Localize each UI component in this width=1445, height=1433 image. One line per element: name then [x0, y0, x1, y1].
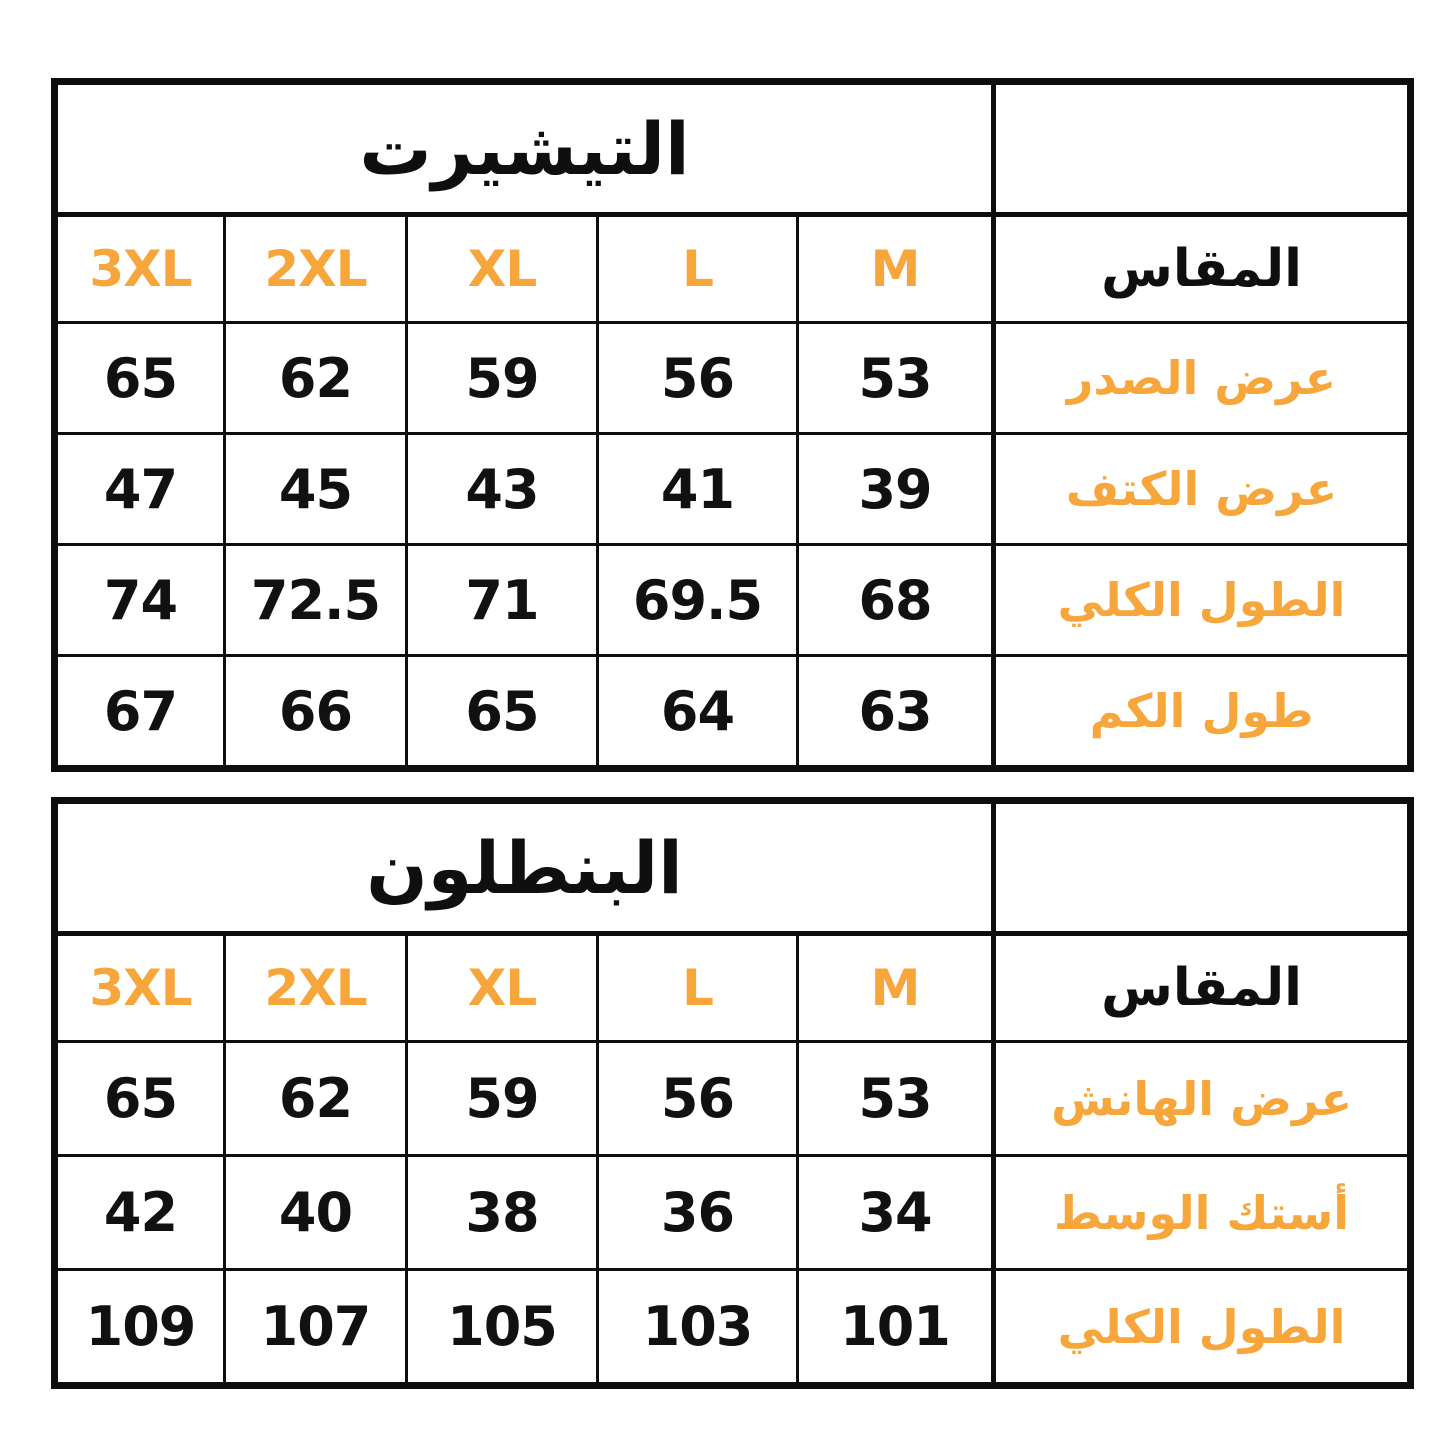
value-cell: 38 [407, 1156, 598, 1270]
value-cell: 39 [798, 434, 994, 545]
row-label: عرض الهانش [994, 1042, 1411, 1156]
pants-row-total-length [55, 1270, 1411, 1386]
value-cell: 103 [598, 1270, 798, 1386]
size-col-header-l: L [598, 215, 798, 323]
size-col-header-2xl: 2XL [225, 934, 407, 1042]
value-cell: 56 [598, 323, 798, 434]
value-cell: 71 [407, 545, 598, 656]
row-label: الطول الكلي [994, 545, 1411, 656]
pants-row-hip-width [55, 1042, 1411, 1156]
value-cell: 53 [798, 1042, 994, 1156]
value-cell: 36 [598, 1156, 798, 1270]
value-cell: 66 [225, 656, 407, 769]
tshirt-row-sleeve-length [55, 656, 1411, 769]
value-cell: 69.5 [598, 545, 798, 656]
tshirt-row-total-length [55, 545, 1411, 656]
size-col-header-2xl: 2XL [225, 215, 407, 323]
size-col-header-m: M [798, 215, 994, 323]
pants-table-title: البنطلون [55, 801, 994, 934]
pants-title-corner-cell [994, 801, 1411, 934]
row-label: طول الكم [994, 656, 1411, 769]
pants-size-table [51, 797, 1414, 1389]
value-cell: 65 [55, 323, 225, 434]
tshirt-table-title: التيشيرت [55, 82, 994, 215]
value-cell: 43 [407, 434, 598, 545]
value-cell: 107 [225, 1270, 407, 1386]
value-cell: 109 [55, 1270, 225, 1386]
tshirt-title-corner-cell [994, 82, 1411, 215]
row-label: أستك الوسط [994, 1156, 1411, 1270]
pants-row-waist-elastic [55, 1156, 1411, 1270]
value-cell: 72.5 [225, 545, 407, 656]
tshirt-size-header-row [55, 215, 1411, 323]
value-cell: 65 [55, 1042, 225, 1156]
row-label: عرض الكتف [994, 434, 1411, 545]
value-cell: 42 [55, 1156, 225, 1270]
value-cell: 62 [225, 323, 407, 434]
value-cell: 64 [598, 656, 798, 769]
size-col-header-l: L [598, 934, 798, 1042]
tshirt-row-shoulder-width [55, 434, 1411, 545]
size-col-header-3xl: 3XL [55, 934, 225, 1042]
size-col-header-xl: XL [407, 934, 598, 1042]
pants-size-header-row [55, 934, 1411, 1042]
value-cell: 62 [225, 1042, 407, 1156]
value-cell: 41 [598, 434, 798, 545]
size-label-header: المقاس [994, 215, 1411, 323]
value-cell: 59 [407, 323, 598, 434]
row-label: الطول الكلي [994, 1270, 1411, 1386]
value-cell: 34 [798, 1156, 994, 1270]
pants-title-row [55, 801, 1411, 934]
size-label-header: المقاس [994, 934, 1411, 1042]
size-col-header-3xl: 3XL [55, 215, 225, 323]
size-col-header-m: M [798, 934, 994, 1042]
value-cell: 74 [55, 545, 225, 656]
value-cell: 56 [598, 1042, 798, 1156]
value-cell: 47 [55, 434, 225, 545]
value-cell: 40 [225, 1156, 407, 1270]
value-cell: 45 [225, 434, 407, 545]
tshirt-size-table [51, 78, 1414, 772]
value-cell: 63 [798, 656, 994, 769]
value-cell: 101 [798, 1270, 994, 1386]
value-cell: 68 [798, 545, 994, 656]
tshirt-row-chest-width [55, 323, 1411, 434]
tshirt-title-row [55, 82, 1411, 215]
value-cell: 67 [55, 656, 225, 769]
row-label: عرض الصدر [994, 323, 1411, 434]
size-col-header-xl: XL [407, 215, 598, 323]
value-cell: 105 [407, 1270, 598, 1386]
value-cell: 53 [798, 323, 994, 434]
value-cell: 65 [407, 656, 598, 769]
value-cell: 59 [407, 1042, 598, 1156]
